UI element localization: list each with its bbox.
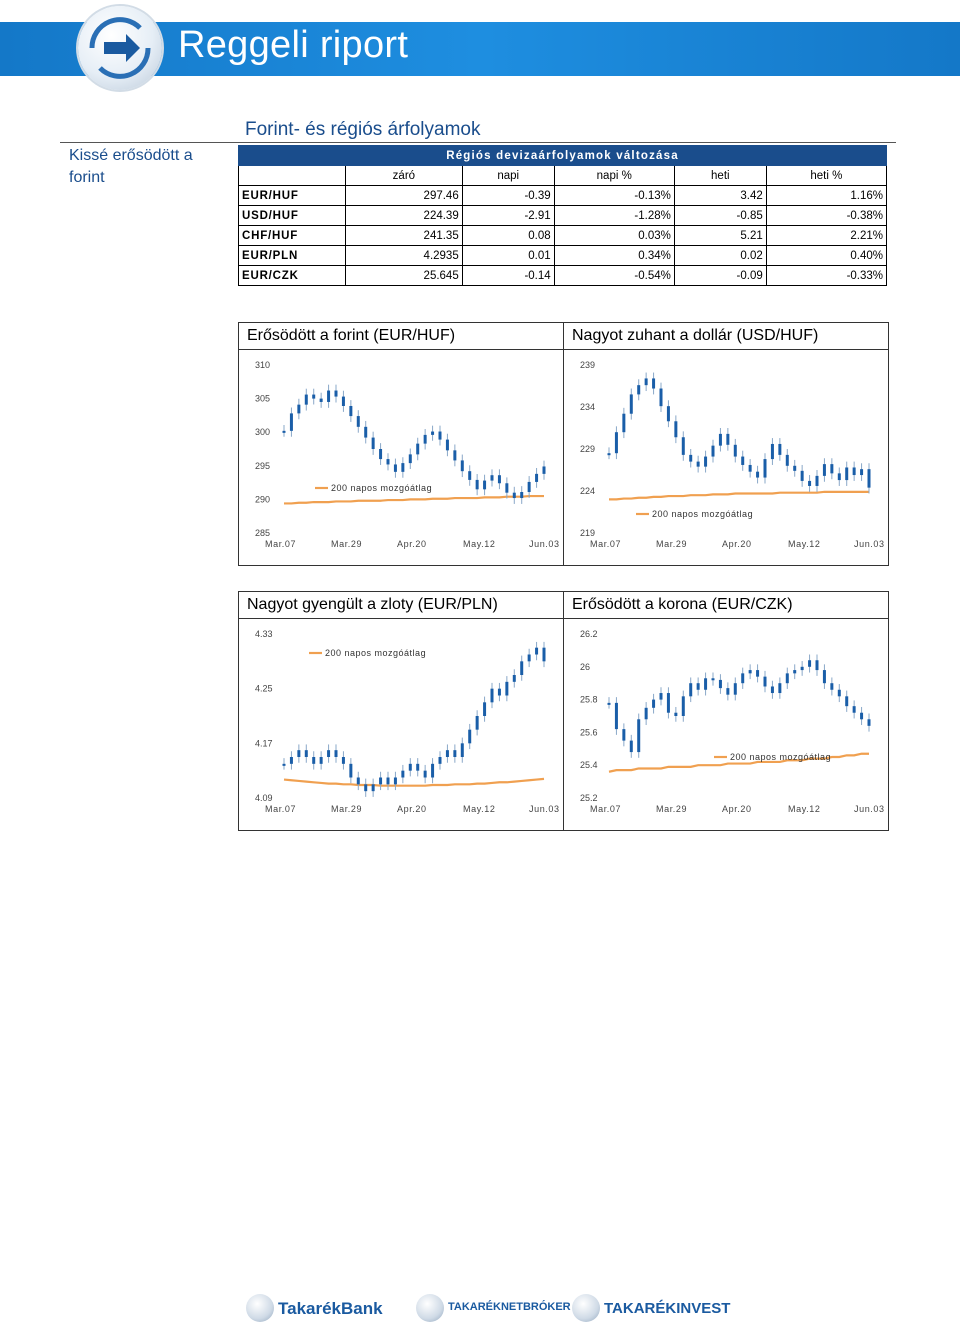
candle-body (290, 413, 293, 430)
chart-panel-usdhuf (563, 322, 889, 566)
candle-body (305, 750, 308, 757)
y-tick-label: 4.25 (255, 683, 273, 694)
candle-body (543, 466, 546, 473)
candle-body (439, 757, 442, 764)
candle-body (357, 416, 360, 427)
x-tick-label: May.12 (788, 804, 821, 814)
table-row (239, 246, 887, 266)
candle-body (838, 690, 841, 697)
candle-body (808, 660, 811, 667)
candle-body (868, 719, 871, 726)
candle-body (764, 459, 767, 477)
candle-body (431, 764, 434, 778)
weekly-cell: 5.21 (674, 226, 766, 246)
candle-body (290, 757, 293, 764)
daily-cell: -0.39 (462, 186, 554, 206)
candle-body (468, 730, 471, 744)
header-title: Reggeli riport (178, 24, 409, 66)
candle-body (498, 475, 501, 483)
table-header: napi % (554, 166, 674, 186)
x-tick-label: Apr.20 (722, 539, 752, 549)
x-tick-label: Jun.03 (854, 539, 885, 549)
close-cell: 224.39 (346, 206, 463, 226)
chart-title: Nagyot zuhant a dollár (USD/HUF) (572, 327, 819, 344)
weekly-pct-cell: -0.38% (766, 206, 886, 226)
pair-cell: CHF/HUF (239, 226, 346, 246)
candle-body (305, 395, 308, 405)
daily-pct-cell: 0.34% (554, 246, 674, 266)
x-tick-label: Mar.29 (656, 804, 688, 814)
candle-body (394, 778, 397, 785)
candle-body (682, 437, 685, 455)
candle-body (416, 764, 419, 771)
candle-body (327, 391, 330, 402)
y-tick-label: 285 (255, 528, 271, 538)
y-tick-label: 4.33 (255, 629, 273, 639)
table-row (239, 206, 887, 226)
daily-cell: -0.14 (462, 266, 554, 286)
candle-body (461, 460, 464, 471)
fx-table (238, 145, 887, 286)
footer-logo-netbroker (416, 1292, 571, 1326)
candle-body (793, 466, 796, 471)
candle-body (513, 493, 516, 498)
weekly-cell: 3.42 (674, 186, 766, 206)
candle-body (823, 464, 826, 476)
chart-eurpln (239, 592, 563, 830)
moving-average-line (284, 779, 544, 786)
candle-body (387, 459, 390, 464)
candle-body (409, 454, 412, 463)
candle-body (357, 778, 360, 785)
candle-body (712, 678, 715, 680)
x-tick-label: Mar.07 (590, 539, 622, 549)
daily-pct-cell: -1.28% (554, 206, 674, 226)
y-tick-label: 295 (255, 460, 271, 471)
candle-body (853, 467, 856, 475)
candle-body (786, 455, 789, 466)
candle-body (674, 713, 677, 716)
candle-body (838, 473, 841, 480)
candle-body (528, 655, 531, 662)
candle-body (461, 743, 464, 757)
candle-body (498, 689, 501, 696)
candle-body (637, 385, 640, 394)
candle-body (491, 475, 494, 480)
candle-body (630, 394, 633, 413)
candle-body (660, 389, 663, 407)
x-tick-label: Mar.07 (265, 804, 297, 814)
chart-panel-eurczk (563, 591, 889, 831)
candle-body (312, 395, 315, 399)
footer-logos (246, 1292, 731, 1328)
candle-body (505, 483, 508, 492)
x-tick-label: May.12 (788, 539, 821, 549)
candle-body (401, 771, 404, 778)
pair-cell: EUR/CZK (239, 266, 346, 286)
candle-body (689, 683, 692, 696)
y-tick-label: 25.8 (580, 694, 598, 705)
footer-logo-invest (572, 1292, 732, 1326)
candle-body (372, 784, 375, 791)
x-tick-label: Mar.29 (656, 539, 688, 549)
candle-body (845, 696, 848, 706)
moving-average-line (284, 496, 544, 503)
candle-body (674, 421, 677, 437)
candle-body (513, 675, 516, 682)
candle-body (387, 778, 390, 785)
candle-body (297, 405, 300, 414)
close-cell: 297.46 (346, 186, 463, 206)
chart-title: Erősödött a korona (EUR/CZK) (572, 596, 793, 613)
candle-body (453, 450, 456, 460)
daily-cell: 0.01 (462, 246, 554, 266)
candle-body (505, 682, 508, 696)
candle-body (320, 757, 323, 764)
chart-panel-eurhuf (238, 322, 564, 566)
candle-body (682, 696, 685, 716)
candle-body (637, 719, 640, 752)
daily-cell: -2.91 (462, 206, 554, 226)
y-tick-label: 25.4 (580, 760, 598, 771)
candle-body (312, 757, 315, 764)
candle-body (535, 474, 538, 482)
x-tick-label: Jun.03 (854, 804, 885, 814)
chart-eurhuf (239, 323, 563, 565)
daily-cell: 0.08 (462, 226, 554, 246)
candle-body (468, 471, 471, 480)
candle-body (778, 683, 781, 693)
candle-body (704, 457, 707, 467)
candle-body (726, 688, 729, 695)
candle-body (379, 778, 382, 785)
candle-body (823, 670, 826, 683)
table-header: napi (462, 166, 554, 186)
x-tick-label: May.12 (463, 804, 496, 814)
candle-body (734, 683, 737, 694)
candle-body (719, 434, 722, 446)
y-tick-label: 310 (255, 360, 271, 370)
candle-body (446, 750, 449, 757)
candle-body (379, 449, 382, 459)
table-header-empty (239, 166, 346, 186)
candle-body (771, 444, 774, 459)
candle-body (446, 440, 449, 451)
section-title: Forint- és régiós árfolyamok (245, 119, 481, 140)
candle-body (793, 670, 796, 673)
candle-body (283, 431, 286, 433)
candle-body (853, 706, 856, 713)
candle-body (749, 465, 752, 472)
y-tick-label: 25.2 (580, 793, 598, 803)
candle-body (342, 397, 345, 406)
candle-body (667, 693, 670, 713)
candle-body (297, 750, 300, 757)
candle-body (483, 702, 486, 716)
candle-body (712, 446, 715, 457)
candle-body (615, 432, 618, 453)
candle-body (372, 438, 375, 449)
candle-body (726, 434, 729, 445)
table-header: záró (346, 166, 463, 186)
close-cell: 25.645 (346, 266, 463, 286)
x-tick-label: Jun.03 (529, 539, 560, 549)
candle-body (868, 469, 871, 487)
candle-body (335, 750, 338, 757)
x-tick-label: Mar.07 (265, 539, 297, 549)
y-tick-label: 26.2 (580, 629, 598, 639)
y-tick-label: 234 (580, 402, 596, 412)
candle-body (764, 677, 767, 687)
x-tick-label: May.12 (463, 539, 496, 549)
candle-body (364, 784, 367, 791)
pair-cell: USD/HUF (239, 206, 346, 226)
candle-body (608, 453, 611, 455)
candle-body (786, 673, 789, 683)
pair-cell: EUR/HUF (239, 186, 346, 206)
candle-body (615, 703, 618, 729)
candle-body (860, 713, 863, 720)
candle-body (416, 444, 419, 455)
footer-logo-bank (246, 1292, 396, 1326)
y-tick-label: 4.17 (255, 738, 273, 749)
y-tick-label: 224 (580, 486, 596, 496)
overlay-label: 200 napos mozgóátlag (652, 509, 754, 519)
daily-pct-cell: 0.03% (554, 226, 674, 246)
candle-body (349, 764, 352, 778)
table-header: heti % (766, 166, 886, 186)
candle-body (652, 700, 655, 708)
side-note: Kissé erősödött a forint (69, 147, 193, 186)
candle-body (424, 771, 427, 778)
candle-body (756, 472, 759, 478)
x-tick-label: Apr.20 (397, 539, 427, 549)
candle-body (394, 464, 397, 471)
candle-body (327, 750, 330, 757)
y-tick-label: 290 (255, 494, 271, 505)
candle-body (719, 680, 722, 688)
candle-body (349, 406, 352, 416)
candle-body (335, 391, 338, 397)
y-tick-label: 305 (255, 393, 271, 404)
y-tick-label: 300 (255, 427, 271, 438)
y-tick-label: 229 (580, 444, 596, 454)
candle-body (476, 480, 479, 489)
footer-logo-text: TAKARÉKINVEST (604, 1300, 731, 1317)
logo-icon (78, 6, 162, 90)
candle-body (520, 661, 523, 675)
table-row (239, 186, 887, 206)
overlay-label: 200 napos mozgóátlag (331, 483, 433, 493)
candle-body (476, 716, 479, 730)
x-tick-label: Jun.03 (529, 804, 560, 814)
candle-body (543, 648, 546, 662)
candle-body (756, 670, 759, 677)
candle-body (697, 683, 700, 690)
pair-cell: EUR/PLN (239, 246, 346, 266)
y-tick-label: 26 (580, 661, 591, 672)
overlay-label: 200 napos mozgóátlag (325, 648, 427, 658)
candle-body (630, 741, 633, 752)
footer-logo-text: TakarékBank (278, 1299, 383, 1318)
weekly-cell: -0.09 (674, 266, 766, 286)
weekly-pct-cell: 2.21% (766, 226, 886, 246)
chart-eurczk (564, 592, 888, 830)
candle-body (652, 378, 655, 388)
weekly-pct-cell: 1.16% (766, 186, 886, 206)
takarek-logo-icon (246, 1294, 274, 1322)
candle-body (622, 414, 625, 432)
close-cell: 241.35 (346, 226, 463, 246)
table-caption: Régiós devizaárfolyamok változása (239, 146, 887, 166)
candle-body (689, 455, 692, 462)
weekly-pct-cell: -0.33% (766, 266, 886, 286)
overlay-label: 200 napos mozgóátlag (730, 752, 832, 762)
weekly-cell: 0.02 (674, 246, 766, 266)
candle-body (491, 689, 494, 703)
candle-body (608, 703, 611, 705)
candle-body (453, 750, 456, 757)
candle-body (734, 445, 737, 457)
candle-body (431, 432, 434, 435)
invest-logo-icon (572, 1294, 600, 1322)
candle-body (645, 708, 648, 719)
x-tick-label: Mar.07 (590, 804, 622, 814)
candle-body (697, 462, 700, 467)
y-tick-label: 239 (580, 360, 596, 370)
candle-body (801, 471, 804, 481)
chart-title: Erősödött a forint (EUR/HUF) (247, 327, 456, 344)
candle-body (830, 683, 833, 690)
candle-body (483, 481, 486, 490)
candle-body (741, 457, 744, 465)
candle-body (830, 464, 833, 473)
x-tick-label: Mar.29 (331, 539, 363, 549)
candle-body (741, 673, 744, 683)
section-divider (60, 142, 896, 143)
y-tick-label: 25.6 (580, 727, 598, 738)
y-tick-label: 219 (580, 528, 596, 538)
candle-body (660, 693, 663, 700)
candle-body (342, 757, 345, 764)
candle-body (816, 660, 819, 670)
x-tick-label: Apr.20 (397, 804, 427, 814)
candle-body (622, 729, 625, 740)
candle-body (808, 481, 811, 486)
candle-body (424, 435, 427, 444)
candle-body (816, 476, 819, 486)
chart-panel-eurpln (238, 591, 564, 831)
candle-body (778, 444, 781, 455)
candle-body (401, 463, 404, 472)
candle-body (320, 399, 323, 402)
x-tick-label: Mar.29 (331, 804, 363, 814)
footer-logo-text: TAKARÉKNETBRÓKER (448, 1301, 571, 1313)
chart-usdhuf (564, 323, 888, 565)
candle-body (860, 469, 863, 475)
netbroker-logo-icon (416, 1294, 444, 1322)
candle-body (528, 482, 531, 492)
daily-pct-cell: -0.13% (554, 186, 674, 206)
table-row (239, 226, 887, 246)
weekly-pct-cell: 0.40% (766, 246, 886, 266)
candle-body (667, 406, 670, 421)
table-row (239, 266, 887, 286)
candle-body (645, 378, 648, 385)
weekly-cell: -0.85 (674, 206, 766, 226)
candle-body (704, 678, 707, 689)
chart-title: Nagyot gyengült a zloty (EUR/PLN) (247, 596, 498, 613)
x-tick-label: Apr.20 (722, 804, 752, 814)
candle-body (409, 764, 412, 771)
moving-average-line (609, 492, 869, 500)
y-tick-label: 4.09 (255, 793, 273, 803)
candle-body (439, 432, 442, 440)
candle-body (771, 686, 774, 693)
candle-body (845, 467, 848, 480)
candle-body (283, 764, 286, 766)
candle-body (535, 648, 538, 655)
candle-body (749, 670, 752, 673)
close-cell: 4.2935 (346, 246, 463, 266)
table-header: heti (674, 166, 766, 186)
candle-body (801, 667, 804, 670)
candle-body (364, 427, 367, 438)
daily-pct-cell: -0.54% (554, 266, 674, 286)
candle-body (520, 492, 523, 498)
